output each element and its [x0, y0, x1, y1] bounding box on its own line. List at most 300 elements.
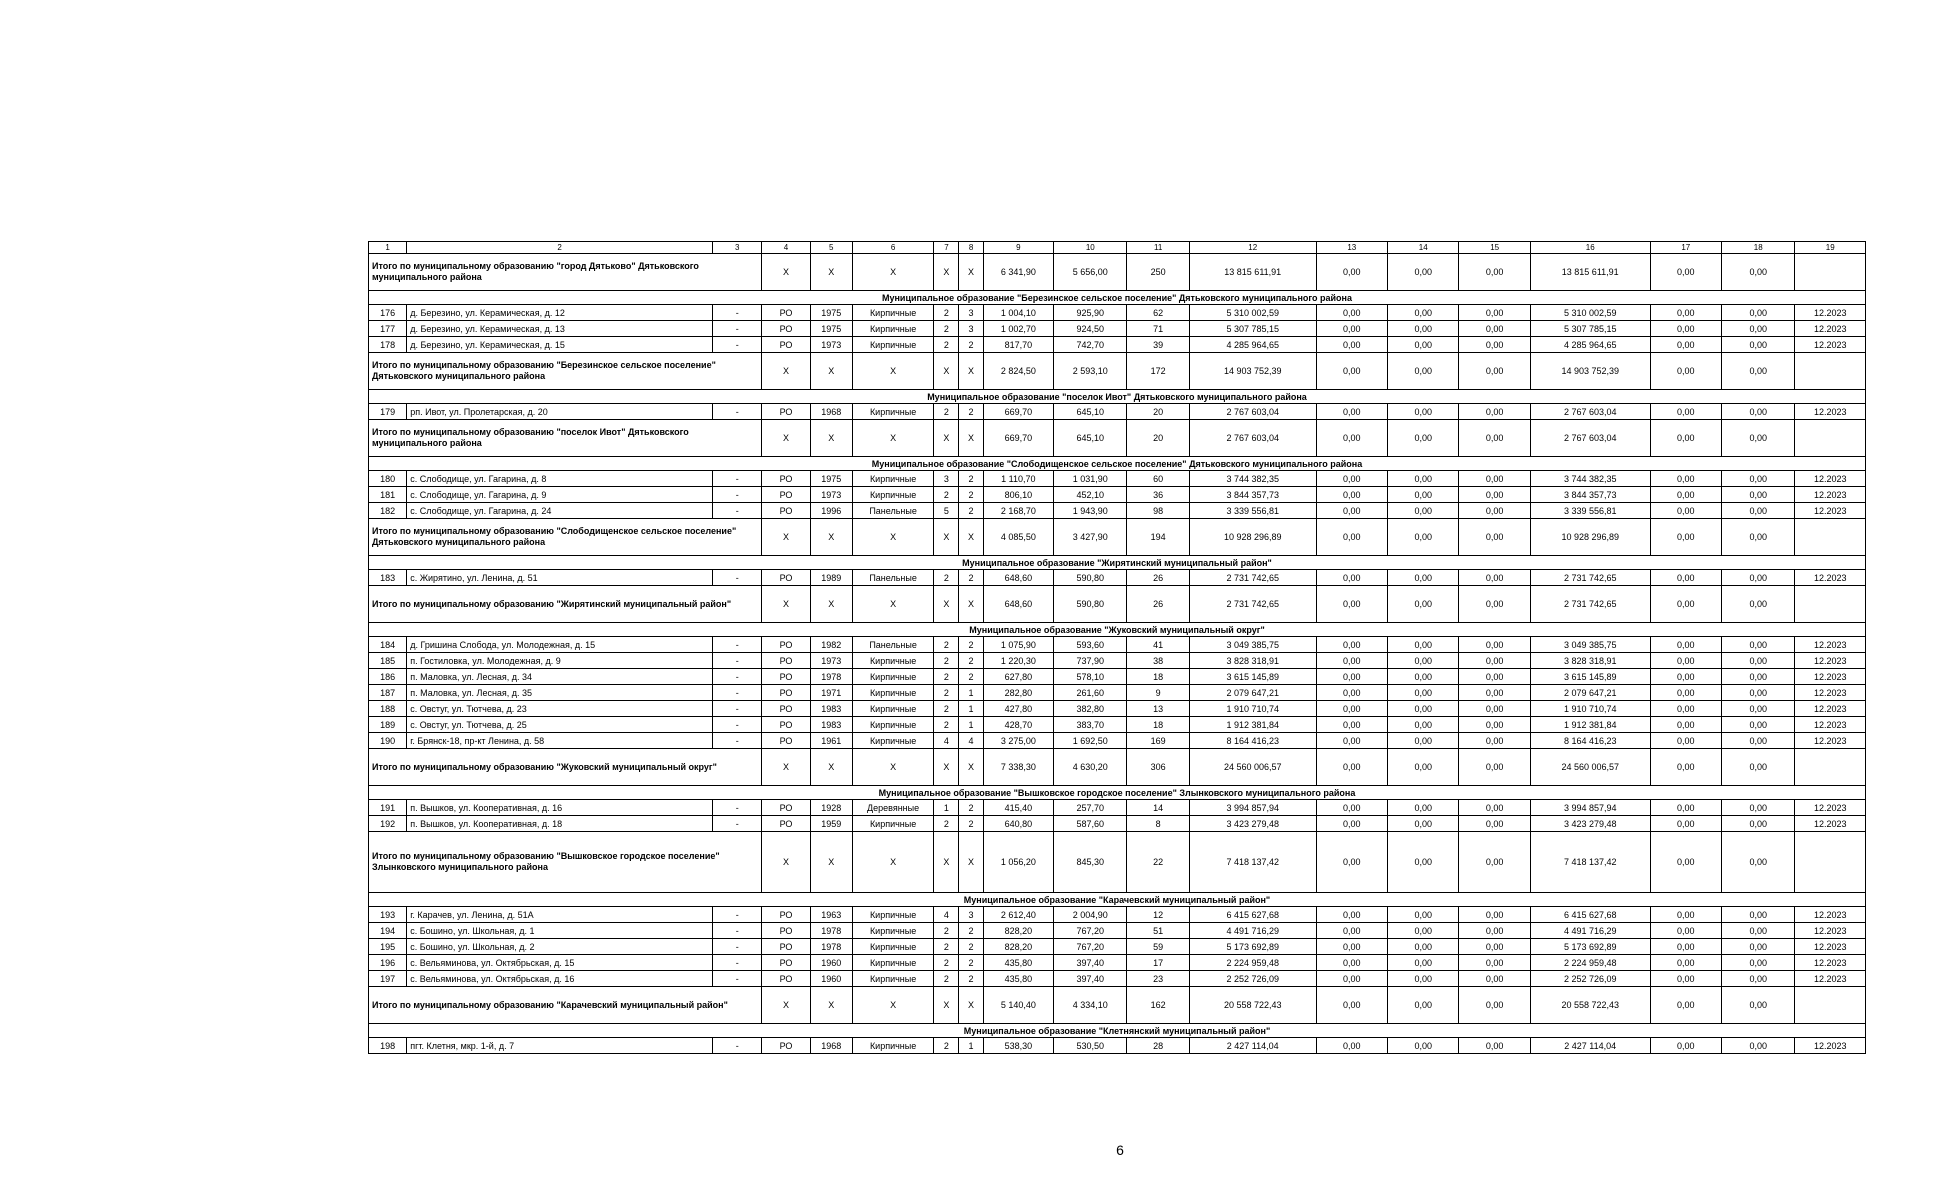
subtotal-cell: 0,00	[1459, 749, 1530, 786]
table-cell: 0,00	[1650, 669, 1721, 685]
table-cell: 12.2023	[1795, 939, 1866, 955]
table-cell: 1 031,90	[1054, 471, 1127, 487]
table-cell: 0,00	[1459, 503, 1530, 519]
table-cell: 1	[959, 1038, 983, 1054]
table-cell: Кирпичные	[852, 971, 933, 987]
table-cell: Кирпичные	[852, 733, 933, 749]
table-cell: 0,00	[1459, 669, 1530, 685]
subtotal-cell: 2 731 742,65	[1189, 586, 1316, 623]
table-cell: 9	[1127, 685, 1189, 701]
subtotal-cell: 0,00	[1388, 254, 1459, 291]
table-cell: 0,00	[1722, 653, 1795, 669]
column-number-cell: 14	[1388, 242, 1459, 254]
table-cell: 1978	[810, 669, 852, 685]
address-cell: п. Вышков, ул. Кооперативная, д. 18	[407, 816, 713, 832]
table-cell: 0,00	[1316, 669, 1387, 685]
column-number-cell: 2	[407, 242, 713, 254]
table-cell: 2 004,90	[1054, 907, 1127, 923]
subtotal-cell: 0,00	[1722, 519, 1795, 556]
subtotal-cell: 2 767 603,04	[1189, 420, 1316, 457]
column-number-cell: 18	[1722, 242, 1795, 254]
table-cell: 12.2023	[1795, 685, 1866, 701]
table-cell: 0,00	[1316, 939, 1387, 955]
address-cell: п. Гостиловка, ул. Молодежная, д. 9	[407, 653, 713, 669]
table-cell: -	[713, 800, 762, 816]
table-cell: Кирпичные	[852, 471, 933, 487]
table-cell: 0,00	[1722, 487, 1795, 503]
table-cell: 2	[934, 669, 959, 685]
table-cell: -	[713, 685, 762, 701]
table-cell: 12.2023	[1795, 669, 1866, 685]
table-cell: РО	[762, 733, 810, 749]
table-cell: 0,00	[1316, 923, 1387, 939]
section-heading: Муниципальное образование "поселок Ивот" Дятьковского муниципального района	[369, 390, 1866, 404]
table-cell: 1 692,50	[1054, 733, 1127, 749]
table-cell: 2	[934, 404, 959, 420]
table-cell: 1968	[810, 1038, 852, 1054]
table-cell: 2 612,40	[983, 907, 1053, 923]
table-cell: 1960	[810, 971, 852, 987]
table-cell: 2	[934, 701, 959, 717]
table-cell: -	[713, 717, 762, 733]
table-cell: РО	[762, 653, 810, 669]
subtotal-cell: 0,00	[1650, 254, 1721, 291]
table-cell: 3 844 357,73	[1189, 487, 1316, 503]
column-number-cell: 5	[810, 242, 852, 254]
subtotal-cell: X	[810, 254, 852, 291]
table-cell: 0,00	[1650, 717, 1721, 733]
subtotal-cell: X	[762, 353, 810, 390]
table-cell: 2	[959, 800, 983, 816]
table-cell: -	[713, 321, 762, 337]
table-cell: Панельные	[852, 637, 933, 653]
table-cell: 0,00	[1650, 939, 1721, 955]
table-row	[369, 701, 1866, 717]
table-cell: 0,00	[1388, 305, 1459, 321]
table-cell: 189	[369, 717, 407, 733]
table-cell: 0,00	[1459, 923, 1530, 939]
table-cell: 4 491 716,29	[1530, 923, 1650, 939]
table-cell: 590,80	[1054, 570, 1127, 586]
table-cell: 397,40	[1054, 955, 1127, 971]
table-cell: 0,00	[1459, 653, 1530, 669]
table-cell: 0,00	[1459, 971, 1530, 987]
column-number-cell: 1	[369, 242, 407, 254]
table-cell: 0,00	[1722, 939, 1795, 955]
table-cell: 0,00	[1388, 337, 1459, 353]
table-row	[369, 955, 1866, 971]
subtotal-cell: 845,30	[1054, 832, 1127, 893]
table-cell: Кирпичные	[852, 337, 933, 353]
column-number-cell: 9	[983, 242, 1053, 254]
subtotal-cell: 20 558 722,43	[1189, 987, 1316, 1024]
table-cell: 12.2023	[1795, 907, 1866, 923]
subtotal-cell: 0,00	[1459, 519, 1530, 556]
table-cell: 1960	[810, 955, 852, 971]
address-cell: с. Слободище, ул. Гагарина, д. 9	[407, 487, 713, 503]
subtotal-cell: 0,00	[1722, 832, 1795, 893]
table-cell: 2	[934, 337, 959, 353]
table-cell: 1975	[810, 471, 852, 487]
table-cell: 12.2023	[1795, 717, 1866, 733]
section-heading: Муниципальное образование "Жирятинский муниципальный район"	[369, 556, 1866, 570]
subtotal-cell: 0,00	[1316, 749, 1387, 786]
table-cell: 1	[959, 685, 983, 701]
table-cell: 6 415 627,68	[1189, 907, 1316, 923]
table-cell: 1978	[810, 923, 852, 939]
table-cell: 13	[1127, 701, 1189, 717]
table-cell: 2	[934, 570, 959, 586]
table-cell: 2	[959, 653, 983, 669]
table-cell: 8 164 416,23	[1530, 733, 1650, 749]
table-cell: 0,00	[1388, 800, 1459, 816]
table-cell: 1963	[810, 907, 852, 923]
subtotal-cell: 0,00	[1722, 420, 1795, 457]
table-row	[369, 570, 1866, 586]
address-cell: с. Вельяминова, ул. Октябрьская, д. 15	[407, 955, 713, 971]
table-cell: 3 339 556,81	[1530, 503, 1650, 519]
table-row	[369, 939, 1866, 955]
table-cell: 2	[959, 570, 983, 586]
table-cell: 2	[934, 816, 959, 832]
table-cell: 3	[959, 907, 983, 923]
section-heading-row	[369, 457, 1866, 471]
table-cell: 0,00	[1722, 955, 1795, 971]
table-cell: 0,00	[1722, 923, 1795, 939]
table-cell: 3 049 385,75	[1189, 637, 1316, 653]
subtotal-row	[369, 987, 1866, 1024]
subtotal-cell: X	[852, 519, 933, 556]
table-cell: 538,30	[983, 1038, 1053, 1054]
section-heading-row	[369, 291, 1866, 305]
table-cell: 26	[1127, 570, 1189, 586]
subtotal-cell	[1795, 420, 1866, 457]
subtotal-cell: 0,00	[1388, 519, 1459, 556]
subtotal-cell: X	[810, 832, 852, 893]
table-cell: 0,00	[1316, 816, 1387, 832]
table-cell: 8	[1127, 816, 1189, 832]
table-cell: 4 285 964,65	[1189, 337, 1316, 353]
table-cell: 1 912 381,84	[1189, 717, 1316, 733]
table-cell: 2	[959, 939, 983, 955]
column-number-cell: 7	[934, 242, 959, 254]
table-cell: 3 744 382,35	[1530, 471, 1650, 487]
subtotal-cell: 0,00	[1650, 586, 1721, 623]
table-cell: 0,00	[1316, 733, 1387, 749]
table-cell: Деревянные	[852, 800, 933, 816]
table-row	[369, 685, 1866, 701]
table-cell: 0,00	[1316, 321, 1387, 337]
table-cell: 36	[1127, 487, 1189, 503]
table-cell: 0,00	[1722, 503, 1795, 519]
table-cell: 1978	[810, 939, 852, 955]
column-number-cell: 4	[762, 242, 810, 254]
table-cell: 435,80	[983, 971, 1053, 987]
table-cell: 12.2023	[1795, 816, 1866, 832]
table-row	[369, 800, 1866, 816]
table-cell: 0,00	[1459, 1038, 1530, 1054]
table-row	[369, 717, 1866, 733]
table-cell: 0,00	[1388, 570, 1459, 586]
table-cell: 4 491 716,29	[1189, 923, 1316, 939]
page-number: 6	[1116, 1142, 1124, 1158]
subtotal-cell: 0,00	[1316, 586, 1387, 623]
table-cell: 2	[934, 305, 959, 321]
subtotal-cell: 7 338,30	[983, 749, 1053, 786]
table-cell: 828,20	[983, 939, 1053, 955]
table-cell: 0,00	[1388, 701, 1459, 717]
table-cell: 12.2023	[1795, 404, 1866, 420]
subtotal-cell	[1795, 832, 1866, 893]
table-cell: 0,00	[1316, 337, 1387, 353]
subtotal-cell: 590,80	[1054, 586, 1127, 623]
table-cell: 39	[1127, 337, 1189, 353]
table-cell: 0,00	[1722, 701, 1795, 717]
table-cell: 2	[934, 923, 959, 939]
table-cell: РО	[762, 471, 810, 487]
table-cell: 0,00	[1459, 800, 1530, 816]
address-cell: д. Гришина Слобода, ул. Молодежная, д. 15	[407, 637, 713, 653]
subtotal-cell: 0,00	[1722, 353, 1795, 390]
table-cell: РО	[762, 955, 810, 971]
table-cell: РО	[762, 305, 810, 321]
table-cell: 0,00	[1459, 404, 1530, 420]
section-heading-row	[369, 1024, 1866, 1038]
column-number-cell: 10	[1054, 242, 1127, 254]
table-cell: 0,00	[1388, 487, 1459, 503]
table-row	[369, 503, 1866, 519]
table-cell: 0,00	[1650, 907, 1721, 923]
table-cell: 2	[934, 939, 959, 955]
table-cell: 0,00	[1459, 321, 1530, 337]
table-cell: 1961	[810, 733, 852, 749]
table-cell: 530,50	[1054, 1038, 1127, 1054]
table-cell: 0,00	[1722, 471, 1795, 487]
table-cell: 0,00	[1388, 1038, 1459, 1054]
subtotal-label: Итого по муниципальному образованию "город Дятьково" Дятьковского муниципального района	[369, 254, 762, 291]
table-cell: 2	[934, 1038, 959, 1054]
table-row	[369, 404, 1866, 420]
table-cell: 186	[369, 669, 407, 685]
table-cell: 0,00	[1650, 337, 1721, 353]
table-cell: 12.2023	[1795, 923, 1866, 939]
table-cell: 0,00	[1388, 816, 1459, 832]
subtotal-cell: 172	[1127, 353, 1189, 390]
subtotal-cell: X	[934, 353, 959, 390]
table-cell: 23	[1127, 971, 1189, 987]
subtotal-cell: 0,00	[1388, 987, 1459, 1024]
subtotal-cell: X	[810, 519, 852, 556]
table-cell: 2 168,70	[983, 503, 1053, 519]
subtotal-cell: 306	[1127, 749, 1189, 786]
table-cell: 2	[934, 653, 959, 669]
table-cell: 4	[959, 733, 983, 749]
subtotal-cell: 26	[1127, 586, 1189, 623]
subtotal-cell: X	[762, 987, 810, 1024]
subtotal-cell: 10 928 296,89	[1530, 519, 1650, 556]
subtotal-cell: 2 824,50	[983, 353, 1053, 390]
table-cell: 0,00	[1650, 1038, 1721, 1054]
subtotal-cell: 2 593,10	[1054, 353, 1127, 390]
table-cell: 3 828 318,91	[1530, 653, 1650, 669]
address-cell: д. Березино, ул. Керамическая, д. 13	[407, 321, 713, 337]
subtotal-cell: 0,00	[1316, 420, 1387, 457]
subtotal-cell	[1795, 987, 1866, 1024]
subtotal-cell: X	[934, 254, 959, 291]
subtotal-cell: 0,00	[1459, 353, 1530, 390]
subtotal-row	[369, 420, 1866, 457]
table-cell: 578,10	[1054, 669, 1127, 685]
table-cell: РО	[762, 685, 810, 701]
table-cell: 3 423 279,48	[1530, 816, 1650, 832]
table-cell: 0,00	[1316, 487, 1387, 503]
table-cell: РО	[762, 321, 810, 337]
table-cell: РО	[762, 923, 810, 939]
table-cell: 282,80	[983, 685, 1053, 701]
table-cell: 261,60	[1054, 685, 1127, 701]
table-cell: Панельные	[852, 570, 933, 586]
table-cell: 2 079 647,21	[1189, 685, 1316, 701]
table-row	[369, 1038, 1866, 1054]
table-row	[369, 487, 1866, 503]
table-cell: РО	[762, 717, 810, 733]
table-cell: 183	[369, 570, 407, 586]
subtotal-row	[369, 519, 1866, 556]
subtotal-cell: X	[852, 749, 933, 786]
table-cell: РО	[762, 487, 810, 503]
table-cell: 0,00	[1316, 305, 1387, 321]
section-heading-row	[369, 556, 1866, 570]
subtotal-cell: 0,00	[1722, 749, 1795, 786]
subtotal-cell: X	[934, 987, 959, 1024]
table-cell: 2 731 742,65	[1530, 570, 1650, 586]
table-row	[369, 923, 1866, 939]
table-cell: 0,00	[1388, 503, 1459, 519]
table-cell: 1 943,90	[1054, 503, 1127, 519]
table-cell: 0,00	[1388, 321, 1459, 337]
column-number-cell: 16	[1530, 242, 1650, 254]
address-cell: с. Слободище, ул. Гагарина, д. 8	[407, 471, 713, 487]
subtotal-cell: 4 334,10	[1054, 987, 1127, 1024]
table-cell: 2 252 726,09	[1530, 971, 1650, 987]
table-cell: 195	[369, 939, 407, 955]
table-cell: 925,90	[1054, 305, 1127, 321]
table-cell: 17	[1127, 955, 1189, 971]
table-cell: 2 427 114,04	[1530, 1038, 1650, 1054]
table-cell: 1989	[810, 570, 852, 586]
table-cell: 12.2023	[1795, 637, 1866, 653]
table-cell: 2 079 647,21	[1530, 685, 1650, 701]
subtotal-cell: 6 341,90	[983, 254, 1053, 291]
table-cell: 1 912 381,84	[1530, 717, 1650, 733]
subtotal-cell	[1795, 353, 1866, 390]
table-cell: 1	[959, 717, 983, 733]
table-cell: 2	[959, 487, 983, 503]
subtotal-cell: 0,00	[1650, 420, 1721, 457]
table-cell: 767,20	[1054, 923, 1127, 939]
table-cell: 0,00	[1316, 404, 1387, 420]
table-cell: 2	[934, 637, 959, 653]
table-cell: 0,00	[1316, 701, 1387, 717]
table-cell: 3 994 857,94	[1530, 800, 1650, 816]
table-cell: 0,00	[1459, 685, 1530, 701]
subtotal-cell: X	[959, 987, 983, 1024]
subtotal-cell: X	[959, 420, 983, 457]
section-heading: Муниципальное образование "Жуковский муниципальный округ"	[369, 623, 1866, 637]
subtotal-cell: 3 427,90	[1054, 519, 1127, 556]
table-cell: 0,00	[1722, 305, 1795, 321]
table-cell: Кирпичные	[852, 717, 933, 733]
address-cell: п. Вышков, ул. Кооперативная, д. 16	[407, 800, 713, 816]
subtotal-label: Итого по муниципальному образованию "Жуковский муниципальный округ"	[369, 749, 762, 786]
subtotal-label: Итого по муниципальному образованию "Вышковское городское поселение" Злынковского муниципального района	[369, 832, 762, 893]
subtotal-cell: X	[934, 519, 959, 556]
table-cell: -	[713, 570, 762, 586]
subtotal-cell: 7 418 137,42	[1530, 832, 1650, 893]
table-cell: 5 310 002,59	[1530, 305, 1650, 321]
table-cell: 0,00	[1388, 653, 1459, 669]
table-cell: 0,00	[1316, 717, 1387, 733]
table-cell: 6 415 627,68	[1530, 907, 1650, 923]
table-body	[369, 242, 1866, 1054]
table-cell: 71	[1127, 321, 1189, 337]
subtotal-row	[369, 832, 1866, 893]
table-cell: 3 615 145,89	[1530, 669, 1650, 685]
table-cell: 12.2023	[1795, 471, 1866, 487]
table-cell: 0,00	[1388, 637, 1459, 653]
table-cell: РО	[762, 800, 810, 816]
subtotal-cell: 645,10	[1054, 420, 1127, 457]
table-cell: 640,80	[983, 816, 1053, 832]
table-cell: 12.2023	[1795, 337, 1866, 353]
table-cell: 0,00	[1722, 669, 1795, 685]
section-heading: Муниципальное образование "Вышковское городское поселение" Злынковского муниципального района	[369, 786, 1866, 800]
subtotal-cell: 2 731 742,65	[1530, 586, 1650, 623]
table-cell: 2	[959, 503, 983, 519]
subtotal-cell: X	[959, 749, 983, 786]
table-cell: РО	[762, 1038, 810, 1054]
subtotal-cell: X	[810, 987, 852, 1024]
table-cell: 51	[1127, 923, 1189, 939]
subtotal-cell	[1795, 254, 1866, 291]
table-cell: 0,00	[1388, 404, 1459, 420]
subtotal-cell: 0,00	[1722, 987, 1795, 1024]
table-cell: РО	[762, 404, 810, 420]
address-cell: с. Овстуг, ул. Тютчева, д. 25	[407, 717, 713, 733]
table-cell: 2	[934, 487, 959, 503]
table-cell: 3 339 556,81	[1189, 503, 1316, 519]
subtotal-cell: 0,00	[1722, 586, 1795, 623]
subtotal-cell: 5 656,00	[1054, 254, 1127, 291]
subtotal-row	[369, 353, 1866, 390]
subtotal-cell: X	[852, 353, 933, 390]
table-cell: 0,00	[1316, 685, 1387, 701]
table-cell: 0,00	[1459, 816, 1530, 832]
table-cell: 12	[1127, 907, 1189, 923]
subtotal-row	[369, 586, 1866, 623]
section-heading-row	[369, 893, 1866, 907]
table-cell: 3 615 145,89	[1189, 669, 1316, 685]
table-cell: 742,70	[1054, 337, 1127, 353]
table-cell: 0,00	[1459, 487, 1530, 503]
table-cell: 0,00	[1459, 570, 1530, 586]
table-cell: 1983	[810, 717, 852, 733]
subtotal-cell: 0,00	[1316, 519, 1387, 556]
table-cell: 1971	[810, 685, 852, 701]
section-heading: Муниципальное образование "Клетнянский муниципальный район"	[369, 1024, 1866, 1038]
table-cell: 1 220,30	[983, 653, 1053, 669]
table-cell: 182	[369, 503, 407, 519]
